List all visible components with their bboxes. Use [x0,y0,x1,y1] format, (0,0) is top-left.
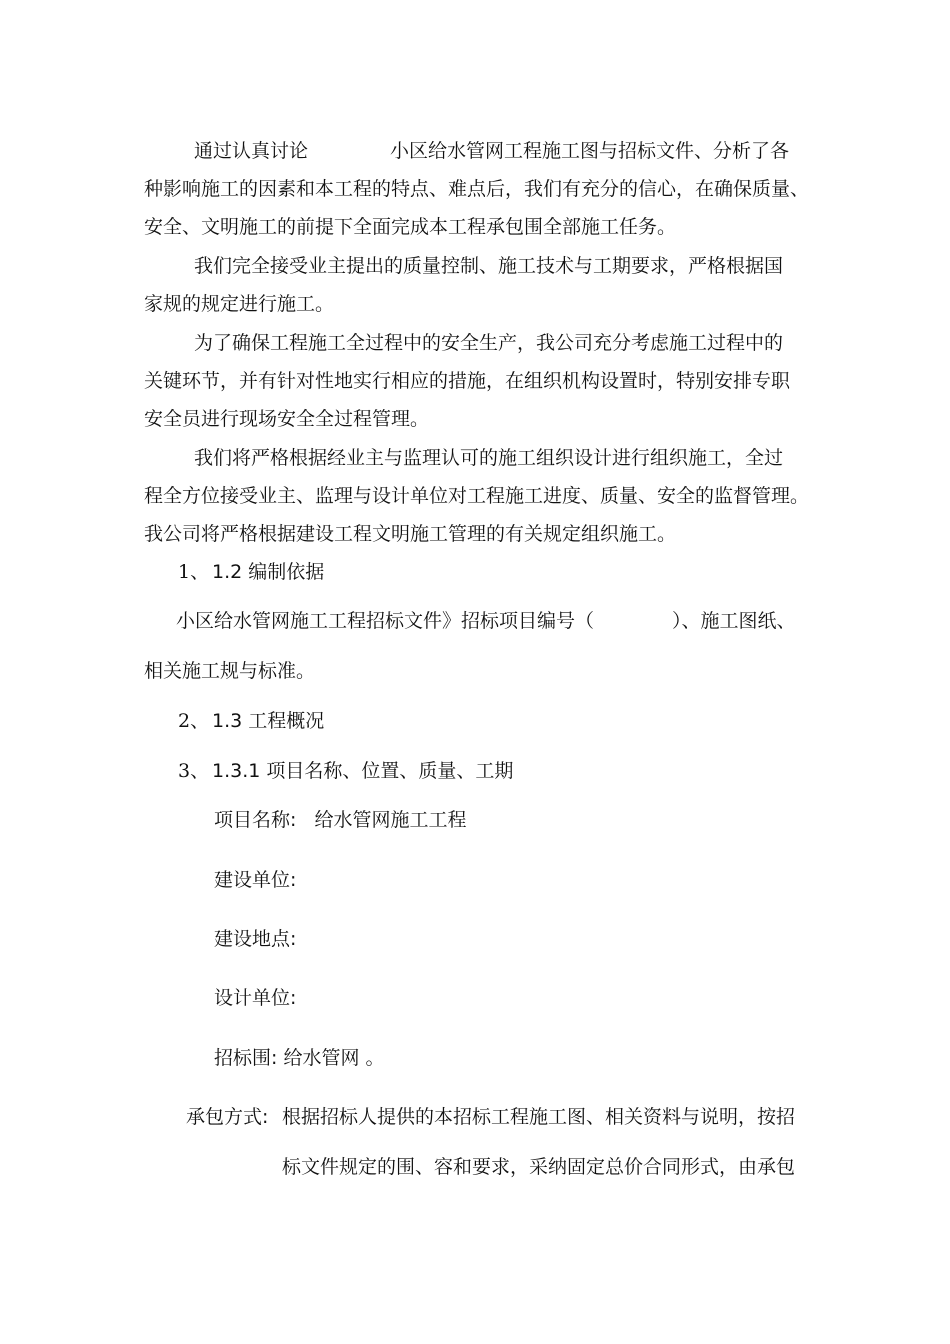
contract-line2: 标文件规定的围、容和要求，采纳固定总价合同形式，由承包 [282,1156,796,1178]
para1-line2: 种影响施工的因素和本工程的特点、难点后，我们有充分的信心，在确保质量、 [144,178,810,200]
para1-line3: 安全、文明施工的前提下全面完成本工程承包围全部施工任务。 [144,216,677,238]
section-title: 1.2 编制依据 [212,561,325,583]
basis-line1-end: ）、施工图纸、 [672,610,796,632]
section-title: 1.3.1 项目名称、位置、质量、工期 [212,760,514,782]
para3-line3: 安全员进行现场安全全过程管理。 [144,408,430,430]
contract-label: 承包方式: [186,1106,269,1128]
section-1-3-1-heading [178,758,513,784]
para3-line1: 为了确保工程施工全过程中的安全生产，我公司充分考虑施工过程中的 [194,332,784,354]
section-number: 3、 [178,760,210,782]
section-number: 1、 [178,561,210,583]
section-number: 2、 [178,710,210,732]
basis-line2: 相关施工规与标准。 [144,660,316,682]
section-1-3-heading [178,708,324,734]
para4-line1: 我们将严格根据经业主与监理认可的施工组织设计进行组织施工，全过 [194,447,784,469]
field-bid-scope: 招标围: 给水管网 。 [214,1047,385,1069]
para3-line2: 关键环节，并有针对性地实行相应的措施，在组织机构设置时，特别安排专职 [144,370,791,392]
field-project-name: 项目名称: 给水管网施工工程 [214,809,467,831]
field-builder: 建设单位: [214,869,297,891]
para1-line1-start: 通过认真讨论 [194,140,309,162]
field-designer: 设计单位: [214,987,297,1009]
para4-line2: 程全方位接受业主、监理与设计单位对工程施工进度、质量、安全的监督管理。 [144,485,810,507]
section-title: 1.3 工程概况 [212,710,325,732]
para2-line1: 我们完全接受业主提出的质量控制、施工技术与工期要求，严格根据国 [194,255,784,277]
para4-line3: 我公司将严格根据建设工程文明施工管理的有关规定组织施工。 [144,523,677,545]
contract-line1: 根据招标人提供的本招标工程施工图、相关资料与说明，按招 [282,1106,796,1128]
para1-line1-end: 小区给水管网工程施工图与招标文件、分析了各 [390,140,790,162]
basis-line1-start: 小区给水管网施工工程招标文件》招标项目编号（ [176,610,595,632]
field-location: 建设地点: [214,928,297,950]
section-1-2-heading [178,559,324,585]
para2-line2: 家规的规定进行施工。 [144,293,335,315]
